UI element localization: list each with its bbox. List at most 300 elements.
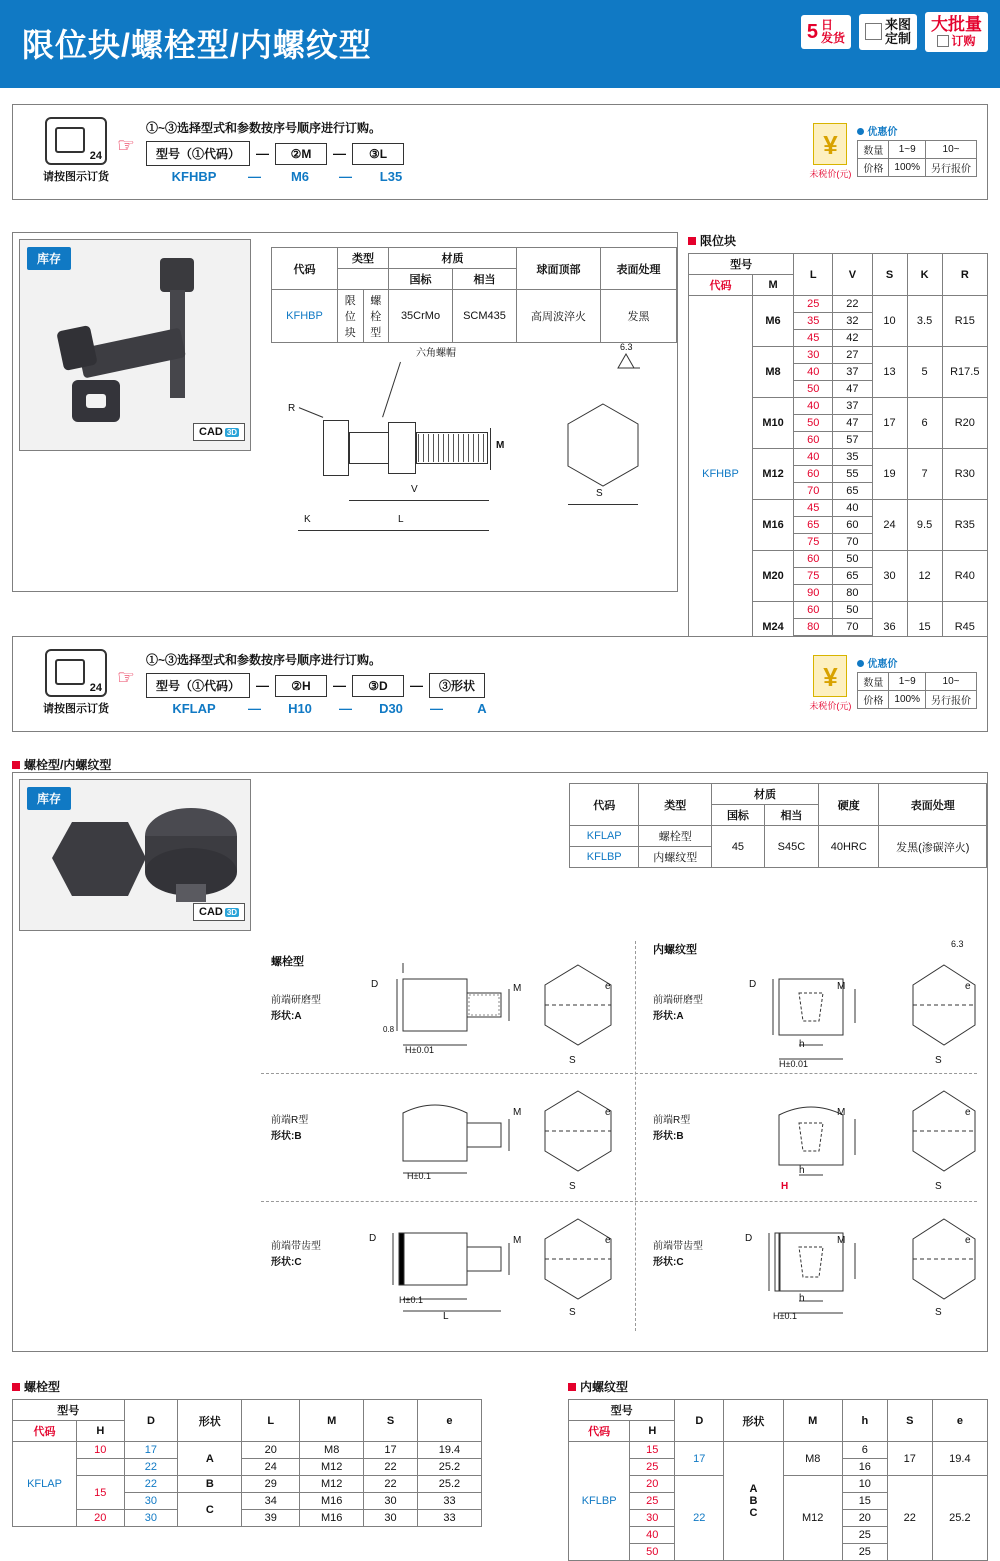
cad-label-2: CAD xyxy=(199,906,223,918)
dt1-h-V: V xyxy=(833,254,872,296)
order-note-1: ①~③选择型式和参数按序号顺序进行订购。 xyxy=(146,121,382,135)
bt-code: KFLAP xyxy=(13,1442,77,1527)
dt1-g1-S: 13 xyxy=(872,347,907,398)
dt1-g3-r0-L: 40 xyxy=(794,449,833,466)
order-value-m: M6 xyxy=(290,169,310,184)
spec2-type-2: 内螺纹型 xyxy=(639,847,712,868)
panel-1 xyxy=(12,232,678,592)
spec1-type1: 限位块 xyxy=(338,290,364,343)
drawing-divider-h1 xyxy=(261,1073,977,1074)
cad-3d-label-1: 3D xyxy=(226,427,238,437)
right-shape-a-code: 形状:A xyxy=(653,1011,684,1022)
dt1-g1-r0-V: 27 xyxy=(833,347,872,364)
order-phone-caption-2: 请按图示订货 xyxy=(43,702,109,715)
right-b-S: S xyxy=(935,1181,942,1192)
right-shape-b-code: 形状:B xyxy=(653,1131,684,1142)
price-qty-label-1: 数量 xyxy=(858,141,889,159)
right-a-h: h xyxy=(799,1039,805,1050)
bolt-table xyxy=(12,1399,482,1527)
nt-g2-r1-h: 15 xyxy=(842,1493,887,1510)
order-value-l: L35 xyxy=(379,169,403,184)
spec1-ball: 高周波淬火 xyxy=(517,290,601,343)
dt1-g2-r0-V: 37 xyxy=(833,398,872,415)
order-code-cell-l: ③L xyxy=(352,143,404,165)
nt-g1-r0-H: 15 xyxy=(630,1442,675,1459)
nt-shape-B: B xyxy=(749,1495,758,1507)
bt-h-e: e xyxy=(417,1400,481,1442)
spec2-h-type: 类型 xyxy=(639,784,712,826)
spec2-h-material: 材质 xyxy=(712,784,819,805)
dt1-g3-r1-L: 60 xyxy=(794,466,833,483)
spec2-h-gb: 国标 xyxy=(712,805,765,826)
bt-r0-H: 10 xyxy=(77,1442,125,1459)
dt1-g6-r1-V: 70 xyxy=(833,619,872,636)
order-value-model-1: KFHBP xyxy=(171,169,217,184)
bt-r1-H xyxy=(77,1459,125,1476)
right-shape-a-name: 前端研磨型 xyxy=(653,995,703,1006)
dt1-h-S: S xyxy=(872,254,907,296)
dt1-g5-r1-V: 65 xyxy=(833,568,872,585)
dt1-g2-K: 6 xyxy=(907,398,942,449)
spec1-surface: 发黑 xyxy=(601,290,677,343)
dt1-g1-r0-L: 30 xyxy=(794,347,833,364)
left-b-M: M xyxy=(513,1107,522,1118)
dt1-h-model: 型号 xyxy=(689,254,794,275)
dt1-g5-M: M20 xyxy=(752,551,793,602)
order-dash-2c: — xyxy=(410,678,424,693)
dt1-g3-S: 19 xyxy=(872,449,907,500)
nt-g2-r2-H: 30 xyxy=(630,1510,675,1527)
dt1-g1-K: 5 xyxy=(907,347,942,398)
bt-h-H: H xyxy=(77,1421,125,1442)
phone-24h-icon-2 xyxy=(45,649,107,697)
dt1-g5-r0-L: 60 xyxy=(794,551,833,568)
order-dash-1b: — xyxy=(333,146,347,161)
bt-r4-H: 20 xyxy=(77,1510,125,1527)
badge-custom-drawing xyxy=(859,14,917,51)
bt-shape-A: A xyxy=(178,1442,242,1476)
label-V-1: V xyxy=(411,484,418,495)
nt-h-D: D xyxy=(675,1400,724,1442)
left-c-endview xyxy=(533,1213,623,1309)
price-price-label-2: 价格 xyxy=(858,691,889,709)
bt-r2-M: M12 xyxy=(300,1476,364,1493)
badge-custom-line1: 来图 xyxy=(884,16,911,32)
price-table-1 xyxy=(857,140,977,177)
bolt-table-title: 螺栓型 xyxy=(12,1378,482,1395)
spec1-h-gb: 国标 xyxy=(389,269,453,290)
right-b-endview xyxy=(899,1085,989,1181)
drawing-divider-vertical xyxy=(635,941,636,1331)
price-price-v2-2: 另行报价 xyxy=(926,691,977,709)
nt-shapes xyxy=(724,1442,783,1561)
bt-h-L: L xyxy=(242,1400,300,1442)
right-b-H: H xyxy=(781,1181,789,1192)
dt1-g3-r1-V: 55 xyxy=(833,466,872,483)
bt-r3-S: 30 xyxy=(364,1493,418,1510)
bt-r4-D: 30 xyxy=(124,1510,178,1527)
dt1-g6-r0-V: 50 xyxy=(833,602,872,619)
phone-24h-icon xyxy=(45,117,107,165)
left-a-endview xyxy=(533,959,623,1055)
left-c-S: S xyxy=(569,1307,576,1318)
left-shape-b-name: 前端R型 xyxy=(271,1115,309,1126)
pointing-hand-icon-2: ☞ xyxy=(117,667,135,689)
nt-g2-r0-H: 20 xyxy=(630,1476,675,1493)
dt1-g4-R: R35 xyxy=(942,500,987,551)
price-box-1 xyxy=(809,123,977,180)
cad-tag-2[interactable] xyxy=(193,903,245,921)
dt1-h-code: 代码 xyxy=(689,275,753,296)
right-shape-b-name: 前端R型 xyxy=(653,1115,691,1126)
price-price-v1-1: 100% xyxy=(889,159,926,177)
price-price-v2-1: 另行报价 xyxy=(926,159,977,177)
nt-g2-e: 25.2 xyxy=(932,1476,987,1561)
bt-r4-M: M16 xyxy=(300,1510,364,1527)
dt1-g2-S: 17 xyxy=(872,398,907,449)
dt1-g2-M: M10 xyxy=(752,398,793,449)
left-c-D: D xyxy=(369,1233,377,1244)
dt1-g2-R: R20 xyxy=(942,398,987,449)
right-a-H: H±0.01 xyxy=(779,1059,808,1069)
order-value-shape: A xyxy=(477,701,487,716)
price-price-v1-2: 100% xyxy=(889,691,926,709)
right-c-h: h xyxy=(799,1293,805,1304)
nt-h-H: H xyxy=(630,1421,675,1442)
left-a-S: S xyxy=(569,1055,576,1066)
dt1-g3-M: M12 xyxy=(752,449,793,500)
dt1-g1-R: R17.5 xyxy=(942,347,987,398)
order-value-row-1 xyxy=(146,169,424,184)
order-dash-2b: — xyxy=(333,678,347,693)
badge-custom-line2: 定制 xyxy=(884,30,911,46)
bt-h-model: 型号 xyxy=(13,1400,125,1421)
label-M-1: M xyxy=(496,440,505,451)
spec2-code-1: KFLAP xyxy=(570,826,639,847)
order-value-row-2 xyxy=(146,701,515,716)
bt-r2-H: 15 xyxy=(77,1476,125,1510)
order-phone-caption-1: 请按图示订货 xyxy=(43,170,109,183)
badge-ship-line2: 发货 xyxy=(820,30,845,45)
right-c-e: e xyxy=(965,1235,971,1246)
dt1-g5-S: 30 xyxy=(872,551,907,602)
right-c-M: M xyxy=(837,1235,846,1246)
stock-tag-2: 库存 xyxy=(27,787,71,810)
bt-r2-L: 29 xyxy=(242,1476,300,1493)
left-shape-c-name: 前端带齿型 xyxy=(271,1241,321,1252)
dt1-g6-K: 15 xyxy=(907,602,942,653)
order-code-cell-m: ②M xyxy=(275,143,327,165)
dt1-g0-r0-L: 25 xyxy=(794,296,833,313)
price-qty-v1-1: 1~9 xyxy=(889,141,926,159)
order-code-row-2 xyxy=(146,673,485,698)
nt-g2-r4-h: 25 xyxy=(842,1544,887,1561)
right-shape-c-name: 前端带齿型 xyxy=(653,1241,703,1252)
bt-h-code: 代码 xyxy=(13,1421,77,1442)
left-c-e: e xyxy=(605,1235,611,1246)
left-shape-b-code: 形状:B xyxy=(271,1131,302,1142)
nut-table-title: 内螺纹型 xyxy=(568,1378,988,1395)
nt-g2-r2-h: 20 xyxy=(842,1510,887,1527)
bt-h-D: D xyxy=(124,1400,178,1442)
nut-table xyxy=(568,1399,988,1561)
left-b-H: H±0.1 xyxy=(407,1171,431,1181)
bt-r1-M: M12 xyxy=(300,1459,364,1476)
left-a-ra: 0.8 xyxy=(383,1025,395,1034)
spec1-type2: 螺栓型 xyxy=(363,290,389,343)
dt1-g4-r2-V: 70 xyxy=(833,534,872,551)
label-L-1: L xyxy=(398,514,404,525)
hex-end-view-1 xyxy=(558,398,648,494)
label-K-1: K xyxy=(304,514,311,525)
technical-drawing-1 xyxy=(268,342,668,578)
left-shape-a-name: 前端研磨型 xyxy=(271,995,321,1006)
dt1-g4-r1-L: 65 xyxy=(794,517,833,534)
nt-code: KFLBP xyxy=(569,1442,630,1561)
dt1-g2-r0-L: 40 xyxy=(794,398,833,415)
order-value-model-2: KFLAP xyxy=(172,701,216,716)
dt1-g1-r1-L: 40 xyxy=(794,364,833,381)
order-code-cell-model-1: 型号（①代码） xyxy=(146,141,250,166)
bt-r3-M: M16 xyxy=(300,1493,364,1510)
order-dash-2a: — xyxy=(256,678,270,693)
right-group-title: 内螺纹型 xyxy=(653,944,697,956)
order-value-h: H10 xyxy=(288,701,312,716)
nt-shape-A: A xyxy=(749,1483,758,1495)
badge-bulk-order xyxy=(925,12,988,52)
bt-r4-e: 33 xyxy=(417,1510,481,1527)
right-c-S: S xyxy=(935,1307,942,1318)
dt1-g4-M: M16 xyxy=(752,500,793,551)
badge-ship-line1: 日 xyxy=(820,17,833,32)
nt-h-model: 型号 xyxy=(569,1400,675,1421)
dt1-g4-K: 9.5 xyxy=(907,500,942,551)
order-vdash-2b: — xyxy=(339,701,352,716)
dt1-g0-M: M6 xyxy=(752,296,793,347)
spec1-gb: 35CrMo xyxy=(389,290,453,343)
spec2-h-hardness: 硬度 xyxy=(819,784,879,826)
bt-shape-C: C xyxy=(178,1493,242,1527)
cad-label-1: CAD xyxy=(199,426,223,438)
nt-h-shape: 形状 xyxy=(724,1400,783,1442)
dt1-g2-r1-L: 50 xyxy=(794,415,833,432)
price-qty-v2-1: 10~ xyxy=(926,141,977,159)
price-qty-v1-2: 1~9 xyxy=(889,673,926,691)
right-c-endview xyxy=(899,1213,989,1309)
bt-r0-M: M8 xyxy=(300,1442,364,1459)
bt-r4-S: 30 xyxy=(364,1510,418,1527)
surface-finish-1: 6.3 xyxy=(620,342,633,352)
surface-finish-2: 6.3 xyxy=(951,939,964,949)
dt1-g1-r2-V: 47 xyxy=(833,381,872,398)
header-badges xyxy=(801,12,988,52)
nt-g2-M: M12 xyxy=(783,1476,842,1561)
badge-ship-5day xyxy=(801,15,851,49)
nt-h-h: h xyxy=(842,1400,887,1442)
left-a-D: D xyxy=(371,979,379,990)
nt-g2-S: 22 xyxy=(887,1476,932,1561)
label-S-1: S xyxy=(596,488,603,499)
dt1-g0-K: 3.5 xyxy=(907,296,942,347)
dt1-h-M: M xyxy=(752,275,793,296)
bt-r4-L: 39 xyxy=(242,1510,300,1527)
dt1-g3-r2-V: 65 xyxy=(833,483,872,500)
pointing-hand-icon-1: ☞ xyxy=(117,135,135,157)
nt-g2-r4-H: 50 xyxy=(630,1544,675,1561)
spec2-eq: S45C xyxy=(764,826,818,868)
dt1-g4-S: 24 xyxy=(872,500,907,551)
dt1-g4-r2-L: 75 xyxy=(794,534,833,551)
nt-g1-M: M8 xyxy=(783,1442,842,1476)
left-b-e: e xyxy=(605,1107,611,1118)
right-c-D: D xyxy=(745,1233,753,1244)
dt1-g0-r2-V: 42 xyxy=(833,330,872,347)
nt-g1-r1-h: 16 xyxy=(842,1459,887,1476)
right-a-e: e xyxy=(965,981,971,992)
order-note-2: ①~③选择型式和参数按序号顺序进行订购。 xyxy=(146,653,382,667)
left-shape-a-code: 形状:A xyxy=(271,1011,302,1022)
nt-g2-r3-h: 25 xyxy=(842,1527,887,1544)
spec2-type-1: 螺栓型 xyxy=(639,826,712,847)
dt1-g2-r1-V: 47 xyxy=(833,415,872,432)
cad-tag-1[interactable] xyxy=(193,423,245,441)
bt-r1-L: 24 xyxy=(242,1459,300,1476)
dt1-g4-r0-L: 45 xyxy=(794,500,833,517)
left-b-S: S xyxy=(569,1181,576,1192)
dt1-g5-r0-V: 50 xyxy=(833,551,872,568)
price-price-label-1: 价格 xyxy=(858,159,889,177)
spec1-h-type: 类型 xyxy=(338,248,389,269)
order-code-cell-shape: ③形状 xyxy=(429,673,485,698)
order-block-1 xyxy=(12,104,988,200)
right-a-M: M xyxy=(837,981,846,992)
panel-2 xyxy=(12,772,988,1352)
cad-3d-label-2: 3D xyxy=(226,907,238,917)
dt1-g6-r1-L: 80 xyxy=(794,619,833,636)
bt-r2-S: 22 xyxy=(364,1476,418,1493)
dt1-g6-S: 36 xyxy=(872,602,907,653)
right-b-h: h xyxy=(799,1165,805,1176)
page-header xyxy=(0,0,1000,88)
bt-r2-D: 22 xyxy=(124,1476,178,1493)
dt1-g1-M: M8 xyxy=(752,347,793,398)
left-a-M: M xyxy=(513,983,522,994)
spec1-h-eq: 相当 xyxy=(453,269,517,290)
page-title: 限位块/螺栓型/内螺纹型 xyxy=(22,27,372,63)
dt1-code: KFHBP xyxy=(689,296,753,653)
right-b-M: M xyxy=(837,1107,846,1118)
dim-table-1 xyxy=(688,253,988,653)
order-vdash-2a: — xyxy=(248,701,261,716)
nt-g1-D: 17 xyxy=(675,1442,724,1476)
nt-h-e: e xyxy=(932,1400,987,1442)
right-a-D: D xyxy=(749,979,757,990)
price-qty-v2-2: 10~ xyxy=(926,673,977,691)
dt1-g4-r1-V: 60 xyxy=(833,517,872,534)
order-vdash-1b: — xyxy=(339,169,352,184)
left-a-e: e xyxy=(605,981,611,992)
bt-r3-D: 30 xyxy=(124,1493,178,1510)
nt-h-S: S xyxy=(887,1400,932,1442)
nt-g1-r1-H: 25 xyxy=(630,1459,675,1476)
left-a-H: H±0.01 xyxy=(405,1045,434,1055)
nut-table-wrap xyxy=(568,1378,988,1561)
dt1-h-R: R xyxy=(942,254,987,296)
order-block-2 xyxy=(12,636,988,732)
drawing-divider-h2 xyxy=(261,1201,977,1202)
dt1-g1-r1-V: 37 xyxy=(833,364,872,381)
left-b-endview xyxy=(533,1085,623,1181)
product-photo-1 xyxy=(19,239,251,451)
spec2-h-eq: 相当 xyxy=(764,805,818,826)
bt-r3-e: 33 xyxy=(417,1493,481,1510)
spec-table-1 xyxy=(271,247,677,343)
spec2-h-code: 代码 xyxy=(570,784,639,826)
spec1-h-surface: 表面处理 xyxy=(601,248,677,290)
nt-h-M: M xyxy=(783,1400,842,1442)
order-dash-1a: — xyxy=(256,146,270,161)
badge-bulk-line1: 大批量 xyxy=(931,15,982,34)
yen-icon-1: ¥ xyxy=(813,123,847,165)
right-a-S: S xyxy=(935,1055,942,1066)
nt-g1-r0-h: 6 xyxy=(842,1442,887,1459)
bt-r2-e: 25.2 xyxy=(417,1476,481,1493)
dt1-g2-r2-V: 57 xyxy=(833,432,872,449)
bt-shape-B: B xyxy=(178,1476,242,1493)
bt-r0-D: 17 xyxy=(124,1442,178,1459)
panel-2-title: 螺栓型/内螺纹型 xyxy=(12,756,111,773)
left-group-title: 螺栓型 xyxy=(271,956,304,968)
price-box-2 xyxy=(809,655,977,712)
bt-r0-L: 20 xyxy=(242,1442,300,1459)
label-R-1: R xyxy=(288,403,296,414)
dt1-g3-K: 7 xyxy=(907,449,942,500)
dt1-h-K: K xyxy=(907,254,942,296)
order-code-row-1 xyxy=(146,141,404,166)
bt-r0-S: 17 xyxy=(364,1442,418,1459)
dt1-g5-R: R40 xyxy=(942,551,987,602)
spec2-h-surface: 表面处理 xyxy=(879,784,987,826)
spec1-h-code: 代码 xyxy=(272,248,338,290)
dt1-g1-r2-L: 50 xyxy=(794,381,833,398)
stock-tag-1: 库存 xyxy=(27,247,71,270)
dt1-g2-r2-L: 60 xyxy=(794,432,833,449)
left-c-L: L xyxy=(443,1311,449,1322)
price-title-2: 优惠价 xyxy=(857,655,977,670)
price-title-1: 优惠价 xyxy=(857,123,977,138)
right-a-endview xyxy=(899,959,989,1055)
spec2-hardness: 40HRC xyxy=(819,826,879,868)
bolt-table-wrap xyxy=(12,1378,482,1527)
order-code-cell-h: ②H xyxy=(275,675,327,697)
dt1-g3-R: R30 xyxy=(942,449,987,500)
bt-r3-L: 34 xyxy=(242,1493,300,1510)
price-qty-label-2: 数量 xyxy=(858,673,889,691)
right-c-H: H±0.1 xyxy=(773,1311,797,1321)
bt-h-S: S xyxy=(364,1400,418,1442)
drawing-icon xyxy=(865,23,882,40)
right-shape-c-code: 形状:C xyxy=(653,1257,684,1268)
bt-r0-e: 19.4 xyxy=(417,1442,481,1459)
cart-icon xyxy=(937,35,949,47)
spec-table-2 xyxy=(569,783,987,868)
order-code-cell-d: ③D xyxy=(352,675,404,697)
dt1-g5-r2-V: 80 xyxy=(833,585,872,602)
no-tax-label-2: 未税价(元) xyxy=(809,701,852,711)
spec1-code: KFHBP xyxy=(272,290,338,343)
nt-h-code: 代码 xyxy=(569,1421,630,1442)
dt1-g0-r1-V: 32 xyxy=(833,313,872,330)
